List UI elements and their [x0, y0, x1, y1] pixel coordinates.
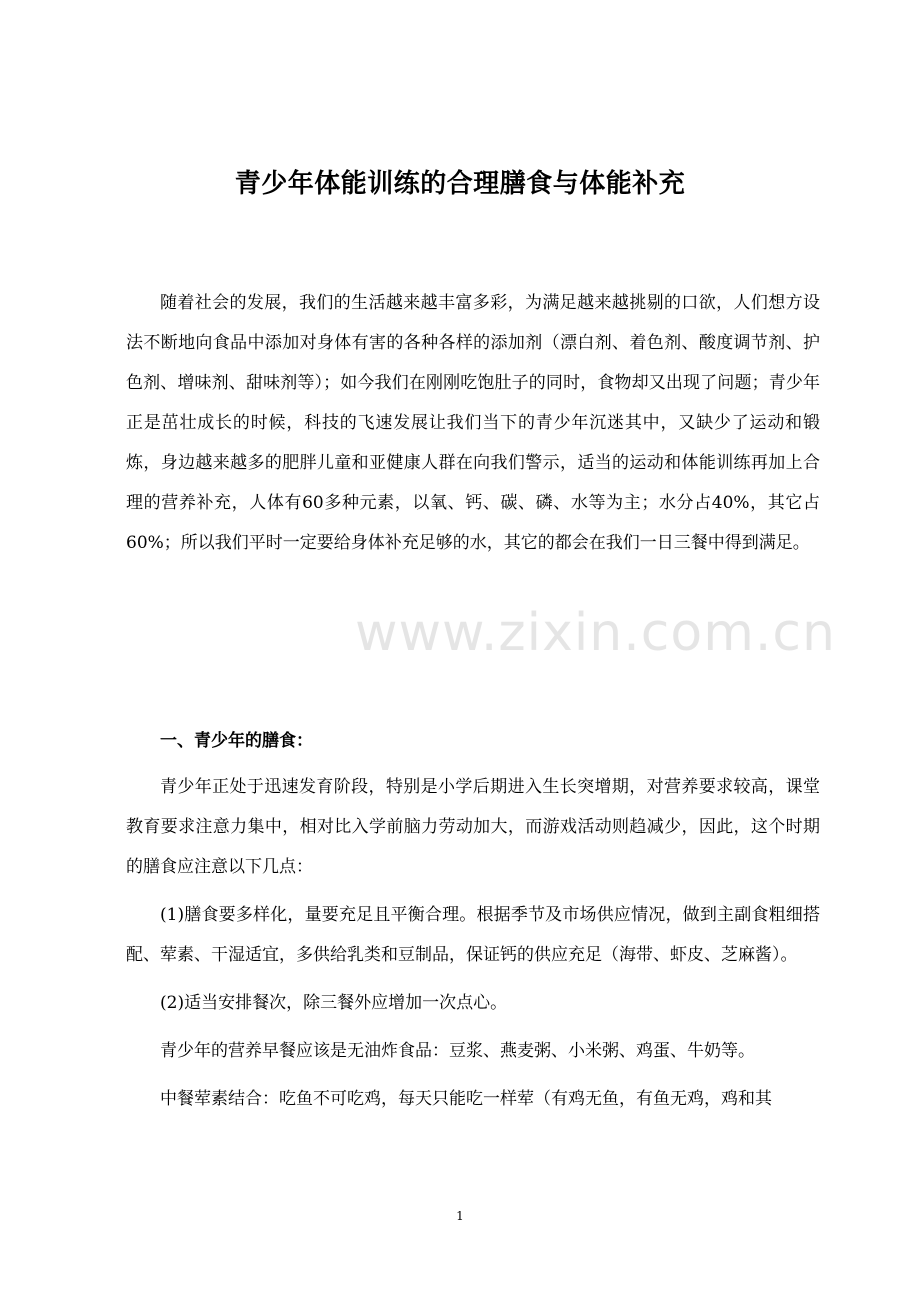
- document-title: 青少年体能训练的合理膳食与体能补充: [234, 169, 686, 199]
- paragraph: 中餐荤素结合：吃鱼不可吃鸡，每天只能吃一样荤（有鸡无鱼，有鱼无鸡，鸡和其: [160, 1089, 772, 1109]
- page-number: 1: [456, 1209, 464, 1223]
- paragraph: 青少年正处于迅速发育阶段，特别是小学后期进入生长突增期，对营养要求较高，课堂教育要求注意力集中，相对比入学前脑力劳动加大，而游戏活动则趋减少，因此，这个时期的膳食应注意以下几点：: [126, 777, 820, 877]
- paragraph: 青少年的营养早餐应该是无油炸食品：豆浆、燕麦粥、小米粥、鸡蛋、牛奶等。: [160, 1041, 755, 1061]
- intro-paragraph: 随着社会的发展，我们的生活越来越丰富多彩，为满足越来越挑剔的口欲，人们想方设法不断地向食品中添加对身体有害的各种各样的添加剂（漂白剂、着色剂、酸度调节剂、护色剂、增味剂、甜味剂等）；如今我们在刚刚吃饱肚子的同时，食物却又出现了问题；青少年正是茁壮成长的时候，科技的飞速发展让我们当下的青少年沉迷其中，又缺少了运动和锻炼，身边越来越多的肥胖儿童和亚健康人群在向我们警示，适当的运动和体能训练再加上合理的营养补充，人体有60多种元素，以氧、钙、碳、磷、水等为主；水分占40%，其它占60%；所以我们平时一定要给身体补充足够的水，其它的都会在我们一日三餐中得到满足。: [126, 293, 820, 553]
- section-heading: 一、青少年的膳食：: [160, 731, 313, 751]
- intro-section: [126, 283, 820, 563]
- paragraph: (1)膳食要多样化，量要充足且平衡合理。根据季节及市场供应情况，做到主副食粗细搭配、荤素、干湿适宜，多供给乳类和豆制品，保证钙的供应充足（海带、虾皮、芝麻酱）。: [126, 905, 820, 965]
- paragraph: (2)适当安排餐次，除三餐外应增加一次点心。: [160, 993, 508, 1013]
- watermark: www.zixin.com.cn: [355, 603, 836, 663]
- diet-section: [126, 767, 820, 1127]
